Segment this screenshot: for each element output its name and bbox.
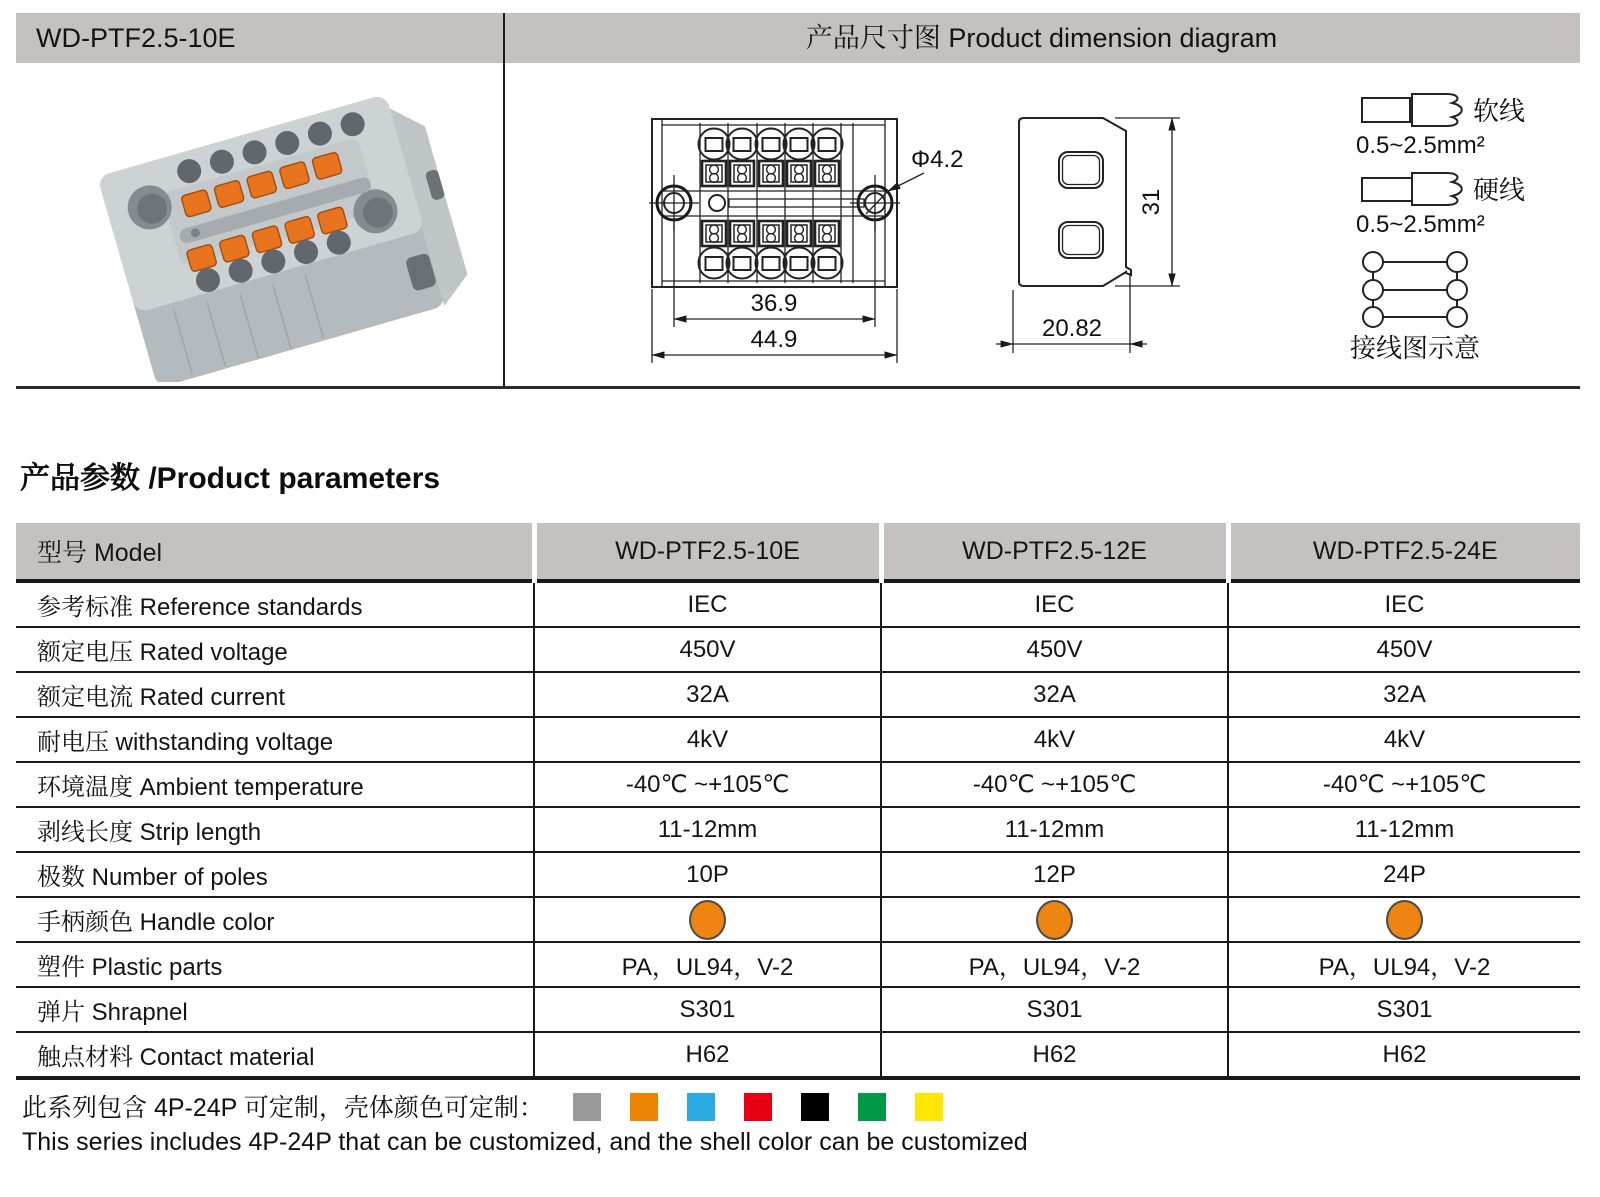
side-width-dim: 20.82 [1041, 315, 1103, 342]
param-value: 24P [1228, 852, 1580, 897]
parameters-section-title: 产品参数 /Product parameters [20, 462, 441, 495]
hard-wire-icon [1362, 173, 1462, 205]
param-value [1228, 897, 1580, 942]
table-row [16, 717, 1580, 762]
param-value: 32A [534, 672, 881, 717]
dimension-diagram-title: 产品尺寸图 Product dimension diagram [805, 23, 1278, 53]
param-label: 极数 Number of poles [16, 852, 534, 897]
param-value: IEC [1228, 581, 1580, 627]
param-value: 12P [881, 852, 1228, 897]
col-header-12e: WD-PTF2.5-12E [881, 523, 1228, 581]
table-header-row [16, 523, 1580, 581]
table-row [16, 942, 1580, 987]
param-value: S301 [1228, 987, 1580, 1032]
table-row [16, 1032, 1580, 1078]
param-value: -40℃ ~+105℃ [881, 762, 1228, 807]
hard-wire-label: 硬线 [1473, 175, 1526, 205]
side-height-dim: 31 [1138, 188, 1165, 216]
soft-wire-label: 软线 [1473, 96, 1526, 126]
param-value: 450V [1228, 627, 1580, 672]
param-label: 塑件 Plastic parts [16, 942, 534, 987]
shell-color-swatch-green [858, 1093, 886, 1121]
param-label: 额定电流 Rated current [16, 672, 534, 717]
product-photo [60, 82, 475, 382]
param-label: 额定电压 Rated voltage [16, 627, 534, 672]
table-row [16, 987, 1580, 1032]
param-value: 450V [534, 627, 881, 672]
parameters-table [16, 523, 1580, 1080]
table-row [16, 627, 1580, 672]
param-value: -40℃ ~+105℃ [534, 762, 881, 807]
param-label: 手柄颜色 Handle color [16, 897, 534, 942]
param-value: PA，UL94，V-2 [534, 942, 881, 987]
wiring-schematic-icon [1363, 252, 1467, 327]
wire-type-legend [1318, 85, 1588, 377]
param-label: 弹片 Shrapnel [16, 987, 534, 1032]
param-value: -40℃ ~+105℃ [1228, 762, 1580, 807]
param-value: 32A [1228, 672, 1580, 717]
front-outer-width-dim: 44.9 [750, 326, 798, 353]
param-value: 4kV [534, 717, 881, 762]
soft-wire-icon [1362, 94, 1462, 126]
param-value: PA，UL94，V-2 [881, 942, 1228, 987]
param-value [534, 897, 881, 942]
shell-color-swatch-blue [687, 1093, 715, 1121]
shell-color-swatch-black [801, 1093, 829, 1121]
col-header-10e: WD-PTF2.5-10E [534, 523, 881, 581]
table-row [16, 807, 1580, 852]
side-view-drawing [995, 95, 1210, 360]
soft-wire-range: 0.5~2.5mm² [1356, 132, 1485, 159]
col-header-24e: WD-PTF2.5-24E [1228, 523, 1580, 581]
param-value: PA，UL94，V-2 [1228, 942, 1580, 987]
front-hole-dim-label: Φ4.2 [911, 146, 964, 173]
handle-color-dot [689, 900, 726, 940]
param-value: 11-12mm [534, 807, 881, 852]
param-value: IEC [534, 581, 881, 627]
param-value: H62 [534, 1032, 881, 1078]
shell-color-swatch-orange [630, 1093, 658, 1121]
product-model-title: WD-PTF2.5-10E [36, 23, 236, 53]
customization-note-en: This series includes 4P-24P that can be customized, and the shell color can be customized [22, 1128, 1028, 1156]
section-vertical-divider [503, 13, 505, 388]
front-inner-width-dim: 36.9 [750, 290, 798, 317]
param-value: 10P [534, 852, 881, 897]
hard-wire-range: 0.5~2.5mm² [1356, 211, 1485, 238]
param-value: 11-12mm [881, 807, 1228, 852]
param-label: 剥线长度 Strip length [16, 807, 534, 852]
param-value: 4kV [881, 717, 1228, 762]
table-row [16, 852, 1580, 897]
param-value: H62 [881, 1032, 1228, 1078]
param-label: 环境温度 Ambient temperature [16, 762, 534, 807]
param-value: 32A [881, 672, 1228, 717]
handle-color-dot [1036, 900, 1073, 940]
shell-color-swatch-yellow [915, 1093, 943, 1121]
table-row [16, 581, 1580, 627]
shell-color-swatch-gray [573, 1093, 601, 1121]
table-row-handle-color [16, 897, 1580, 942]
param-value: 450V [881, 627, 1228, 672]
param-value: S301 [881, 987, 1228, 1032]
param-label: 耐电压 withstanding voltage [16, 717, 534, 762]
param-value: 4kV [1228, 717, 1580, 762]
wiring-schematic-label: 接线图示意 [1349, 333, 1481, 363]
table-row [16, 762, 1580, 807]
customization-note-zh [22, 1088, 943, 1128]
param-value [881, 897, 1228, 942]
table-row [16, 672, 1580, 717]
shell-color-swatch-red [744, 1093, 772, 1121]
param-value: IEC [881, 581, 1228, 627]
front-view-drawing [628, 95, 964, 375]
section-bottom-rule [16, 386, 1580, 389]
param-value: H62 [1228, 1032, 1580, 1078]
customization-note-zh-text: 此系列包含 4P-24P 可定制，壳体颜色可定制： [22, 1094, 544, 1122]
param-label: 触点材料 Contact material [16, 1032, 534, 1078]
param-label: 参考标准 Reference standards [16, 581, 534, 627]
param-value: S301 [534, 987, 881, 1032]
col-header-model: 型号 Model [16, 523, 534, 581]
param-value: 11-12mm [1228, 807, 1580, 852]
handle-color-dot [1386, 900, 1423, 940]
